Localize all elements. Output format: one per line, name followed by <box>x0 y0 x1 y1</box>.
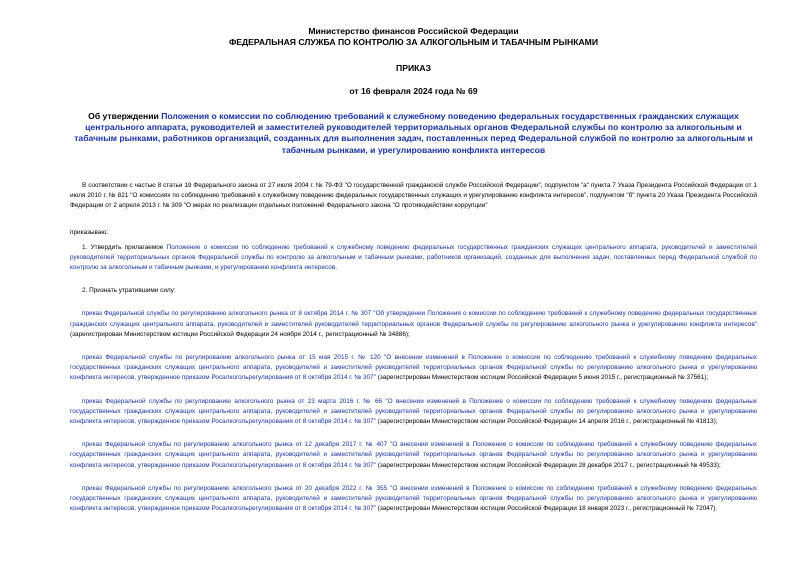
repealed-order-link[interactable]: приказ Федеральной службы по регулированию алкогольного рынка от 20 декабря 2022 г. № 355 "О внесении изменений в Положение о комиссии по соблюдению требований к служебному поведению федеральных государственных гражданских служащих центрального аппарата, руководителей и заместителей руководителей территориальных органов Федеральной службы по регулированию алкогольного рынка и урегулированию конфликта интересов, утвержденное приказом Росалкогольрегулирования от 8 октября 2014 г. № 307" <box>70 484 757 513</box>
repealed-order-link[interactable]: приказ Федеральной службы по регулированию алкогольного рынка от 8 октября 2014 г. № 307 "Об утверждении Положения о комиссии по соблюдению требований к служебному поведению федеральных государственных гражданских служащих центрального аппарата, руководителей и заместителей руководителей территориальных органов Федеральной службы по регулированию алкогольного рынка и урегулированию конфликта интересов" <box>70 310 757 328</box>
document-type: ПРИКАЗ <box>396 63 431 73</box>
service-name: ФЕДЕРАЛЬНАЯ СЛУЖБА ПО КОНТРОЛЮ ЗА АЛКОГОЛЬНЫМ И ТАБАЧНЫМ РЫНКАМИ <box>228 37 599 47</box>
repealed-order-link[interactable]: приказ Федеральной службы по регулированию алкогольного рынка от 23 марта 2016 г. № 66 "О внесении изменений в Положение о комиссии по соблюдению требований к служебному поведению федеральных государственных гражданских служащих центрального аппарата, руководителей и заместителей руководителей территориальных органов Федеральной службы по регулированию алкогольного рынка и урегулированию конфликта интересов, утвержденное приказом Росалкогольрегулирования от 8 октября 2014 г. № 307" <box>70 397 757 426</box>
item-1-end: . <box>335 264 337 272</box>
repealed-item <box>70 353 757 384</box>
repealed-item <box>70 484 757 515</box>
repealed-registration: (зарегистрирован Министерством юстиции Российской Федерации 5 июня 2015 г., регистрационный № 37561); <box>375 374 709 382</box>
repealed-registration: (зарегистрирован Министерством юстиции Российской Федерации 18 января 2023 г., регистрационный № 72047). <box>375 505 718 513</box>
repealed-registration: (зарегистрирован Министерством юстиции Российской Федерации 24 ноября 2014 г., регистрационный № 34886); <box>70 330 410 338</box>
item-1 <box>70 243 757 274</box>
repealed-registration: (зарегистрирован Министерством юстиции Российской Федерации 14 апреля 2016 г., регистрационный № 41813); <box>375 418 718 426</box>
document-body <box>70 181 757 515</box>
title-regulation-link[interactable]: Положения о комиссии по соблюдению требований к служебному поведению федеральных государственных гражданских служащих центрального аппарата, руководителей и заместителей руководителей территориальных органов Федеральной службы по контролю за алкогольным и табачным рынками, работников организаций, созданных для выполнения задач, поставленных перед Федеральной службой по контролю за алкогольным и табачным рынками, и урегулированию конфликта интересов <box>74 111 753 155</box>
repealed-item <box>70 309 757 340</box>
document-title <box>74 111 753 156</box>
ministry-name: Министерство финансов Российской Федерации <box>308 26 519 36</box>
title-lead: Об утверждении <box>88 111 162 121</box>
item-1-lead: 1. Утвердить прилагаемое <box>82 243 167 251</box>
repealed-item <box>70 397 757 428</box>
repealed-item <box>70 440 757 471</box>
item-2: 2. Признать утратившими силу: <box>82 287 176 295</box>
order-label: приказываю: <box>70 229 108 237</box>
document-date-number: от 16 февраля 2024 года № 69 <box>349 86 478 96</box>
item-1-regulation-link[interactable]: Положение о комиссии по соблюдению требований к служебному поведению федеральных государственных гражданских служащих центрального аппарата, руководителей и заместителей руководителей территориальных органов Федеральной службы по контролю за алкогольным и табачным рынками, работников организаций, созданных для выполнения задач, поставленных перед Федеральной службой по контролю за алкогольным и табачным рынками, и урегулированию конфликта интересов <box>70 243 757 272</box>
repealed-order-link[interactable]: приказ Федеральной службы по регулированию алкогольного рынка от 15 мая 2015 г. № 120 "О внесении изменений в Положение о комиссии по соблюдению требований к служебному поведению федеральных государственных гражданских служащих центрального аппарата, руководителей и заместителей руководителей территориальных органов Федеральной службы по регулированию алкогольного рынка и урегулированию конфликта интересов, утвержденное приказом Росалкогольрегулирования от 8 октября 2014 г. № 307" <box>70 354 757 382</box>
repealed-registration: (зарегистрирован Министерством юстиции Российской Федерации 28 декабря 2017 г., регистрационный № 49533); <box>375 461 721 469</box>
intro-paragraph: В соответствии с частью 8 статьи 19 Федерального закона от 27 июля 2004 г. № 79-ФЗ "О государственной гражданской службе Российской Федерации", подпунктом "а" пункта 7 Указа Президента Российской Федерации от 1 июля 2010 г. № 821 "О комиссиях по соблюдению требований к служебному поведению федеральных государственных служащих и урегулированию конфликта интересов", подпунктом "б" пункта 20 Указа Президента Российской Федерации от 2 апреля 2013 г. № 309 "О мерах по реализации отдельных положений Федерального закона "О противодействии коррупции" <box>70 181 757 210</box>
repealed-order-link[interactable]: приказ Федеральной службы по регулированию алкогольного рынка от 12 декабря 2017 г. № 407 "О внесении изменений в Положение о комиссии по соблюдению требований к служебному поведению федеральных государственных гражданских служащих центрального аппарата, руководителей и заместителей руководителей территориальных органов Федеральной службы по регулированию алкогольного рынка и урегулированию конфликта интересов, утвержденное приказом Росалкогольрегулирования от 8 октября 2014 г. № 307" <box>70 441 757 469</box>
